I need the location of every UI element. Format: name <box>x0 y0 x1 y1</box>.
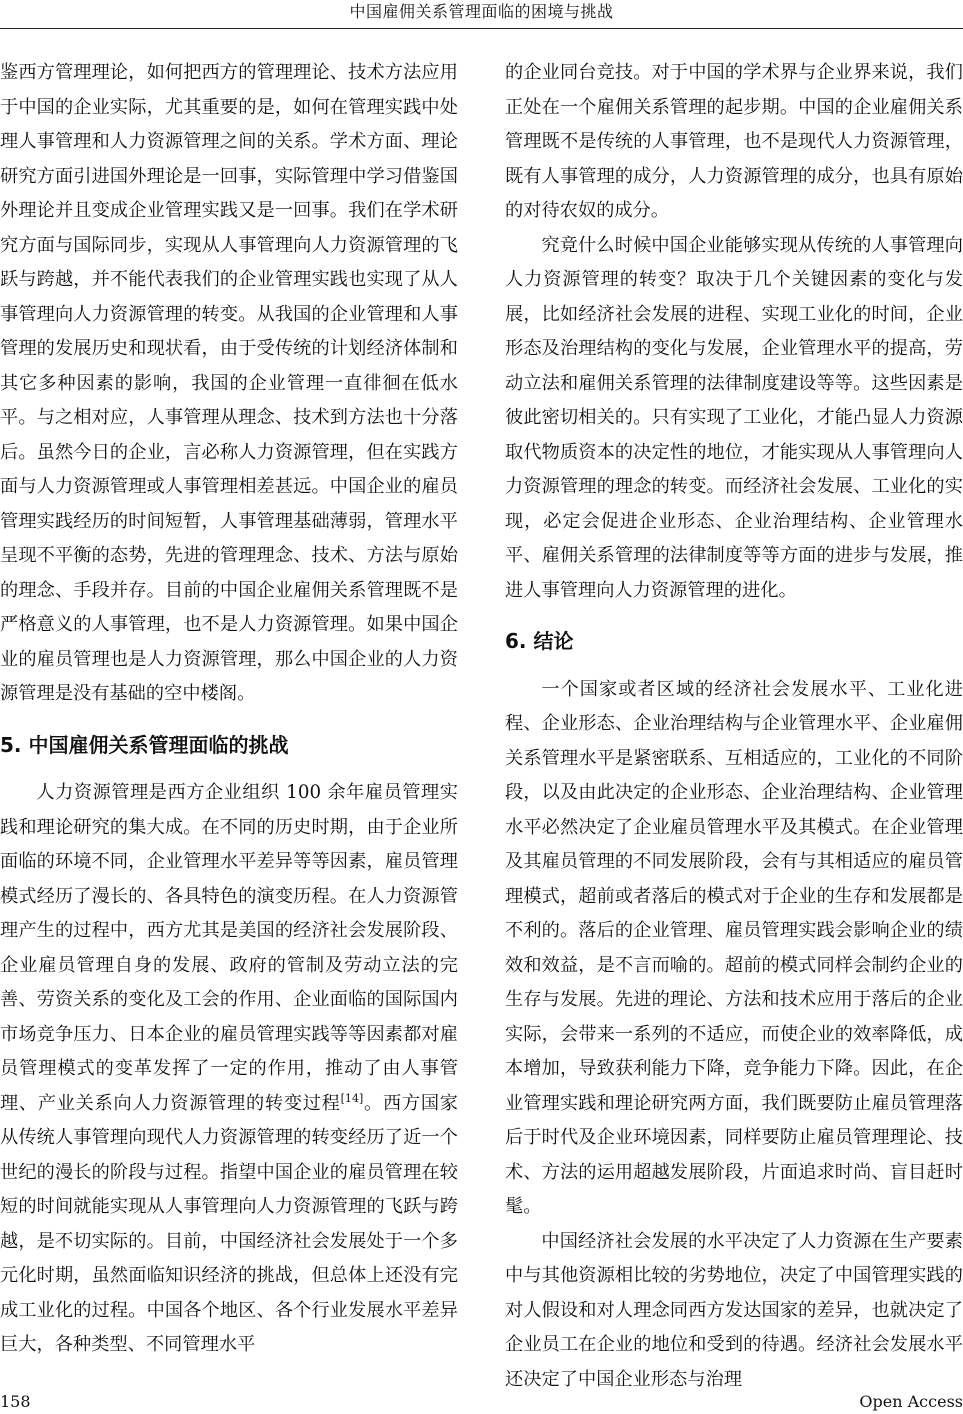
paragraph-text: 人力资源管理是西方企业组织 100 余年雇员管理实践和理论研究的集大成。在不同的历史时期，由于企业所面临的环境不同，企业管理水平差异等等因素，雇员管理模式经历了漫长的、各具特色的演变历程。在人力资源管理产生的过程中，西方尤其是美国的经济社会发展阶段、企业雇员管理自身的发展、政府的管制及劳动立法的完善、劳资关系的变化及工会的作用、企业面临的国际国内市场竞争压力、日本企业的雇员管理实践等等因素都对雇员管理模式的变革发挥了一定的作用，推动了由人事管理、产业关系向人力资源管理的转变过程 <box>0 782 458 1114</box>
paragraph-continued: 的企业同台竞技。对于中国的学术界与企业界来说，我们正处在一个雇佣关系管理的起步期。中国的企业雇佣关系管理既不是传统的人事管理，也不是现代人力资源管理，既有人事管理的成分，人力资源管理的成分，也具有原始的对待农奴的成分。 <box>505 62 963 221</box>
journal-label: Open Access <box>859 1392 963 1411</box>
left-column <box>0 56 458 1363</box>
header-rule <box>0 28 963 29</box>
conclusion-paragraph: 一个国家或者区域的经济社会发展水平、工业化进程、企业形态、企业治理结构与企业管理水平、企业雇佣关系管理水平是紧密联系、互相适应的，工业化的不同阶段，以及由此决定的企业形态、企业治理结构、企业管理水平必然决定了企业雇员管理水平及其模式。在企业管理及其雇员管理的不同发展阶段，会有与其相适应的雇员管理模式，超前或者落后的模式对于企业的生存和发展都是不利的。落后的企业管理、雇员管理实践会影响企业的绩效和效益，是不言而喻的。超前的模式同样会制约企业的生存与发展。先进的理论、方法和技术应用于落后的企业实际，会带来一系列的不适应，而使企业的效率降低，成本增加，导致获利能力下降，竞争能力下降。因此，在企业管理实践和理论研究两方面，我们既要防止雇员管理落后于时代及企业环境因素，同样要防止雇员管理理论、技术、方法的运用超越发展阶段，片面追求时尚、盲目赶时髦。 <box>505 678 963 1217</box>
running-header-title: 中国雇佣关系管理面临的困境与挑战 <box>349 2 614 21</box>
section-5-paragraph <box>0 776 458 1363</box>
section-5-heading: 5. 中国雇佣关系管理面临的挑战 <box>0 732 289 757</box>
right-column <box>505 56 963 1397</box>
paragraph-continued: 鉴西方管理理论，如何把西方的管理理论、技术方法应用于中国的企业实际，尤其重要的是，如何在管理实践中处理人事管理和人力资源管理之间的关系。学术方面、理论研究方面引进国外理论是一回事，实际管理中学习借鉴国外理论并且变成企业管理实践又是一回事。我们在学术研究方面与国际同步，实现从人事管理向人力资源管理的飞跃与跨越，并不能代表我们的企业管理实践也实现了从人事管理向人力资源管理的转变。从我国的企业管理和人事管理的发展历史和现状看，由于受传统的计划经济体制和其它多种因素的影响，我国的企业管理一直徘徊在低水平。与之相对应，人事管理从理念、技术到方法也十分落后。虽然今日的企业，言必称人力资源管理，但在实践方面与人力资源管理或人事管理相差甚远。中国企业的雇员管理实践经历的时间短暂，人事管理基础薄弱，管理水平呈现不平衡的态势，先进的管理理念、技术、方法与原始的理念、手段并存。目前的中国企业雇佣关系管理既不是严格意义的人事管理，也不是人力资源管理。如果中国企业的雇员管理也是人力资源管理，那么中国企业的人力资源管理是没有基础的空中楼阁。 <box>0 62 458 704</box>
paragraph: 究竟什么时候中国企业能够实现从传统的人事管理向人力资源管理的转变？取决于几个关键因素的变化与发展，比如经济社会发展的进程、实现工业化的时间，企业形态及治理结构的变化与发展，企业管理水平的提高，劳动立法和雇佣关系管理的法律制度建设等等。这些因素是彼此密切相关的。只有实现了工业化，才能凸显人力资源取代物质资本的决定性的地位，才能实现从人事管理向人力资源管理的理念的转变。而经济社会发展、工业化的实现，必定会促进企业形态、企业治理结构、企业管理水平、雇佣关系管理的法律制度等等方面的进步与发展，推进人事管理向人力资源管理的进化。 <box>505 234 963 601</box>
citation-reference: [14] <box>340 1091 364 1105</box>
conclusion-paragraph: 中国经济社会发展的水平决定了人力资源在生产要素中与其他资源相比较的劣势地位，决定了中国管理实践的对人假设和对人理念同西方发达国家的差异，也就决定了企业员工在企业的地位和受到的待遇。经济社会发展水平还决定了中国企业形态与治理 <box>505 1230 963 1390</box>
page-number: 158 <box>0 1392 31 1411</box>
paragraph-text: 。西方国家从传统人事管理向现代人力资源管理的转变经历了近一个世纪的漫长的阶段与过程。指望中国企业的雇员管理在较短的时间就能实现从人事管理向人力资源管理的飞跃与跨越，是不切实际的。目前，中国经济社会发展处于一个多元化时期，虽然面临知识经济的挑战，但总体上还没有完成工业化的过程。中国各个地区、各个行业发展水平差异巨大，各种类型、不同管理水平 <box>0 1092 458 1355</box>
section-6-heading: 6. 结论 <box>505 629 574 653</box>
